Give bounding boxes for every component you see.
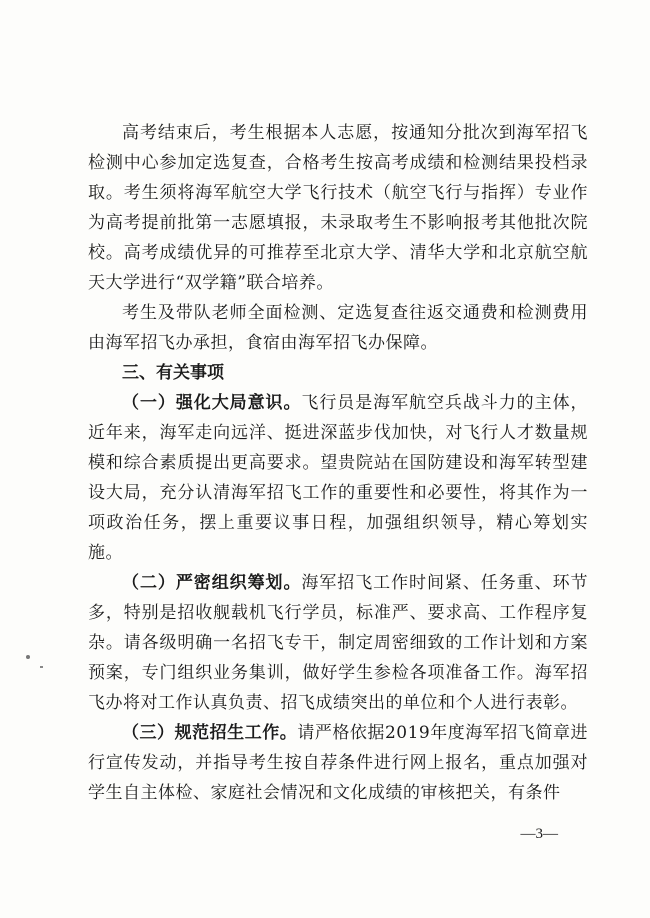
section-heading: 三、有关事项: [122, 363, 224, 383]
item-text: 海军招飞工作时间紧、任务重、环节多，特别是招收舰载机飞行学员，标准严、要求高、工作程序复杂。请各级明确一名招飞专干，制定周密细致的工作计划和方案预案，专门组织业务集训，做好学生参检各项准备工作。海军招飞办将对工作认真负责、招飞成绩突出的单位和个人进行表彰。: [88, 573, 589, 713]
item-text: 飞行员是海军航空兵战斗力的主体，近年来，海军走向远洋、挺进深蓝步伐加快，对飞行人才数量规模和综合素质提出更高要求。望贵院站在国防建设和海军转型建设大局，充分认清海军招飞工作的重要性和必要性，将其作为一项政治任务，摆上重要议事日程，加强组织领导，精心筹划实施。: [88, 393, 589, 563]
scan-speck: [40, 666, 43, 668]
item-lead: （一）强化大局意识。: [122, 393, 302, 413]
page-number: —3—: [520, 826, 558, 842]
scan-speck: [26, 655, 30, 659]
item-lead: （三）规范招生工作。: [122, 723, 298, 743]
paragraph-admission: 高考结束后，考生根据本人志愿，按通知分批次到海军招飞检测中心参加定选复查，合格考生按高考成绩和检测结果投档录取。考生须将海军航空大学飞行技术（航空飞行与指挥）专业作为高考提前批第一志愿填报，未录取考生不影响报考其他批次院校。高考成绩优异的可推荐至北京大学、清华大学和北京航空航天大学进行“双学籍”联合培养。: [88, 123, 588, 293]
item-paragraph-1: [88, 388, 588, 568]
item-lead: （二）严密组织筹划。: [122, 573, 302, 593]
item-text: 请严格依据2019年度海军招飞简章进行宣传发动，并指导考生按自荐条件进行网上报名，重点加强对学生自主体检、家庭社会情况和文化成绩的审核把关，有条件: [88, 723, 589, 803]
item-paragraph-3: [88, 718, 588, 808]
document-body: [88, 118, 588, 808]
item-paragraph-2: [88, 568, 588, 718]
paragraph-costs: 考生及带队老师全面检测、定选复查往返交通费和检测费用由海军招飞办承担，食宿由海军招飞办保障。: [88, 303, 588, 353]
